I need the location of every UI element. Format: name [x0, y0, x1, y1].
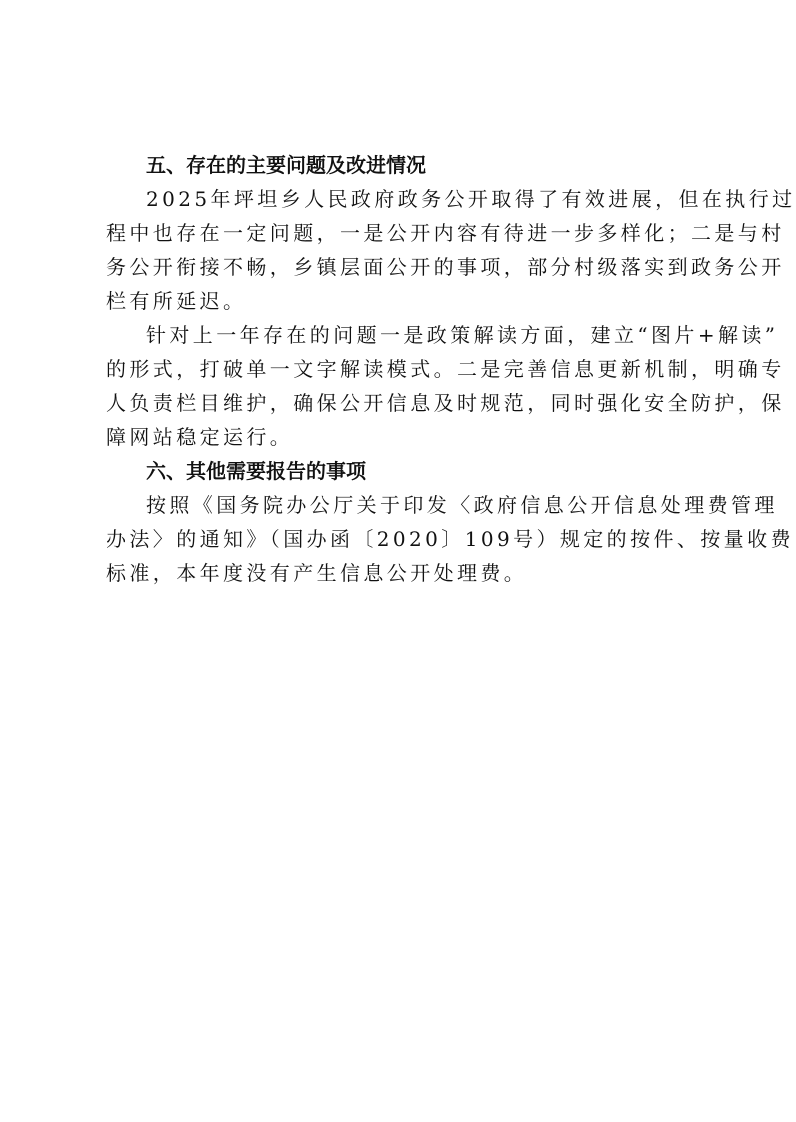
text-line: 障网站稳定运行。 [106, 425, 294, 449]
text-line: 办法〉的通知》（国办函〔2020〕109号）规定的按件、按量收费 [106, 527, 794, 551]
text-line: 针对上一年存在的问题一是政策解读方面，建立“图片+解读” [146, 323, 779, 347]
section-5-paragraph-2 [106, 318, 785, 454]
text-line: 务公开衔接不畅，乡镇层面公开的事项，部分村级落实到政务公开 [106, 255, 785, 279]
text-line: 按照《国务院办公厅关于印发〈政府信息公开信息处理费管理 [146, 493, 778, 517]
text-line: 2025年坪坦乡人民政府政务公开取得了有效进展，但在执行过 [146, 187, 796, 211]
text-line: 的形式，打破单一文字解读模式。二是完善信息更新机制，明确专 [106, 357, 785, 381]
section-6-paragraph-1 [106, 488, 794, 590]
section-5-paragraph-1 [106, 182, 796, 318]
text-line: 栏有所延迟。 [106, 289, 247, 313]
text-line: 人负责栏目维护，确保公开信息及时规范，同时强化安全防护，保 [106, 391, 785, 415]
text-line: 标准，本年度没有产生信息公开处理费。 [106, 561, 528, 585]
section-6-heading: 六、其他需要报告的事项 [146, 459, 366, 483]
section-5-heading: 五、存在的主要问题及改进情况 [146, 153, 426, 177]
document-body [106, 148, 796, 590]
text-line: 程中也存在一定问题，一是公开内容有待进一步多样化；二是与村 [106, 221, 785, 245]
